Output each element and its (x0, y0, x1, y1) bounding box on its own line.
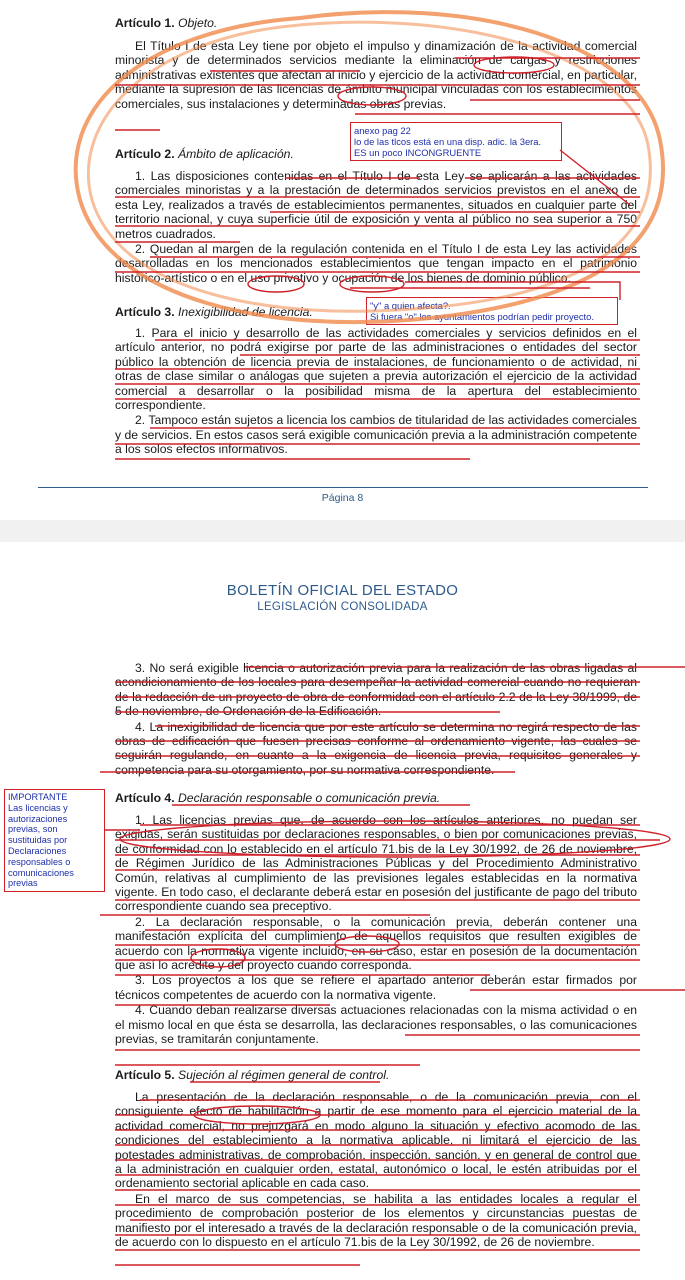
side-note-line: previas (8, 878, 38, 889)
article-4-paragraph-1: 1. Las licencias previas que, de acuerdo con los artículos anteriores, no puedan ser exigidas, serán sustituidas por declaraciones responsables, o bien por comunicaciones previas, de conformidad con lo establecido en el artículo 71.bis de la Ley 30/1992, de 26 de noviembre, de Régimen Jurídico de las Administraciones Públicas y del Procedimiento Administrativo Común, relativas al cumplimiento de las previsiones legales establecidas en la normativa vigente. En todo caso, el declarante deberá estar en posesión del justificante de pago del tributo correspondiente cuando sea preceptivo. (115, 813, 637, 914)
page-gap (0, 520, 685, 542)
article-2-label: Artículo 2. (115, 147, 175, 161)
article-5-label: Artículo 5. (115, 1068, 175, 1082)
article-5-title: Sujeción al régimen general de control. (177, 1068, 390, 1082)
article-2-paragraph-1: 1. Las disposiciones contenidas en el Título I de esta Ley se aplicarán a las actividades comerciales minoristas y a la prestación de determinados servicios previstos en el anexo de esta Ley, realizados a través de establecimientos permanentes, situados en cualquier parte del territorio nacional, y cuya superficie útil de exposición y venta al público no sea superior a 750 metros cuadrados. (115, 169, 637, 241)
article-4-paragraph-2: 2. La declaración responsable, o la comunicación previa, deberán contener una manifestación explícita del cumplimiento de aquellos requisitos que resulten exigibles de acuerdo con la normativa vigente incluido, en su caso, estar en posesión de la documentación que así lo acredite y del proyecto cuando corresponda. (115, 914, 637, 973)
article-2 (115, 146, 637, 285)
article-3-continued (115, 661, 637, 777)
article-1-title: Objeto. (177, 16, 218, 30)
article-1-paragraph: El Título I de esta Ley tiene por objeto el impulso y dinamización de la actividad comercial minorista y de determinados servicios mediante la eliminación de cargas y restricciones administrativas existentes que afectan al inicio y ejercicio de la actividad comercial, en particular, mediante la supresión de las licencias de ámbito municipal vinculadas con los establecimientos comerciales, sus instalaciones y determinadas obras previas. (115, 39, 637, 111)
article-4-label: Artículo 4. (115, 791, 175, 805)
page-8 (0, 0, 685, 520)
annotation-note-anexo (350, 122, 562, 161)
article-4-paragraph-4: 4. Cuando deban realizarse diversas actuaciones relacionadas con la misma actividad o en el mismo local en que ésta se desarrolla, las declaraciones responsables, o las comunicaciones previas, se tramitarán conjuntamente. (115, 1003, 637, 1047)
side-note-line: Declaraciones (8, 845, 67, 856)
article-1-label: Artículo 1. (115, 16, 175, 30)
note-line: Si fuera "o" los ayuntamientos podrían pedir proyecto. (370, 311, 594, 322)
side-note-line: autorizaciones (8, 813, 68, 824)
boe-header-subtitle: LEGISLACIÓN CONSOLIDADA (257, 601, 428, 613)
footer-divider (38, 487, 648, 488)
annotation-side-note-importante (4, 789, 105, 892)
article-4-heading (115, 790, 637, 806)
page-number: Página 8 (321, 492, 364, 504)
article-4 (115, 790, 637, 1047)
article-3-paragraph-2: 2. Tampoco están sujetos a licencia los cambios de titularidad de las actividades comerciales y de servicios. En estos casos será exigible comunicación previa a la administración competente a los solos efectos informativos. (115, 413, 637, 457)
article-3-paragraph-4: 4. La inexigibilidad de licencia que por este artículo se determina no regirá respecto de las obras de edificación que fuesen precisas conforme al ordenamiento vigente, las cuales se seguirán regulando, en cuanto a la exigencia de licencia previa, requisitos generales y competencia para su otorgamiento, por su normativa correspondiente. (115, 719, 637, 777)
article-2-title: Ámbito de aplicación. (177, 147, 294, 161)
article-4-title: Declaración responsable o comunicación previa. (177, 791, 441, 805)
article-5 (115, 1067, 637, 1249)
note-line: ES un poco INCONGRUENTE (354, 147, 482, 158)
note-line: anexo pag 22 (354, 125, 411, 136)
article-4-paragraph-3: 3. Los proyectos a los que se refiere el apartado anterior deberán estar firmados por técnicos competentes de acuerdo con la normativa vigente. (115, 973, 637, 1002)
article-3 (115, 304, 637, 457)
article-5-paragraph-2: En el marco de sus competencias, se habilita a las entidades locales a regular el procedimiento de comprobación posterior de los elementos y circunstancias puestas de manifiesto por el interesado a través de la declaración responsable o de la comunicación previa, de acuerdo con lo dispuesto en el artículo 71.bis de la Ley 30/1992, de 26 de noviembre. (115, 1191, 637, 1250)
side-note-line: sustituidas por (8, 835, 68, 846)
note-line: lo de las tlcos está en una disp. adic. la 3era. (354, 136, 542, 147)
article-5-paragraph-1: La presentación de la declaración responsable, o de la comunicación previa, con el consiguiente efecto de habilitación a partir de ese momento para el ejercicio material de la actividad comercial, no prejuzgará en modo alguno la situación y efectivo acomodo de las condiciones del establecimiento a la normativa aplicable, ni limitará el ejercicio de las potestades administrativas, de comprobación, inspección, sanción, y en general de control que a la administración en cualquier orden, estatal, autonómico o local, le estén atribuidas por el ordenamiento sectorial aplicable en cada caso. (115, 1090, 637, 1191)
side-note-line: Las licencias y (8, 802, 68, 813)
article-5-heading (115, 1067, 637, 1083)
article-3-label: Artículo 3. (115, 305, 175, 319)
side-note-line: responsables o (8, 856, 71, 867)
note-line: "y" a quien afecta?. (370, 300, 451, 311)
page-9 (0, 542, 685, 1280)
article-1 (115, 15, 637, 111)
article-3-title: Inexigibilidad de licencia. (177, 305, 313, 319)
side-note-line: IMPORTANTE (8, 792, 68, 802)
article-3-paragraph-1: 1. Para el inicio y desarrollo de las actividades comerciales y servicios definidos en el artículo anterior, no podrá exigirse por parte de las administraciones o entidades del sector público la obtención de licencia previa de instalaciones, de funcionamiento o de actividad, ni otras de clase similar o análogas que sujeten a previa autorización el ejercicio de la actividad comercial a desarrollar o la posibilidad misma de la apertura del establecimiento correspondiente. (115, 326, 637, 413)
side-note-line: comunicaciones (8, 867, 74, 878)
article-3-paragraph-3: 3. No será exigible licencia o autorización previa para la realización de las obras ligadas al acondicionamiento de los locales para desempeñar la actividad comercial cuando no requieran de la redacción de un proyecto de obra de conformidad con el artículo 2.2 de la Ley 38/1999, de 5 de noviembre, de Ordenación de la Edificación. (115, 661, 637, 719)
article-2-paragraph-2: 2. Quedan al margen de la regulación contenida en el Título I de esta Ley las actividades desarrolladas en los mencionados establecimientos que tengan impacto en el patrimonio histórico-artístico o en el uso privativo y ocupación de los bienes de dominio público. (115, 242, 637, 285)
boe-header-title: BOLETÍN OFICIAL DEL ESTADO (226, 582, 459, 599)
article-1-heading (115, 15, 637, 31)
annotation-note-y-o (366, 297, 618, 325)
side-note-line: previas, son (8, 824, 58, 835)
